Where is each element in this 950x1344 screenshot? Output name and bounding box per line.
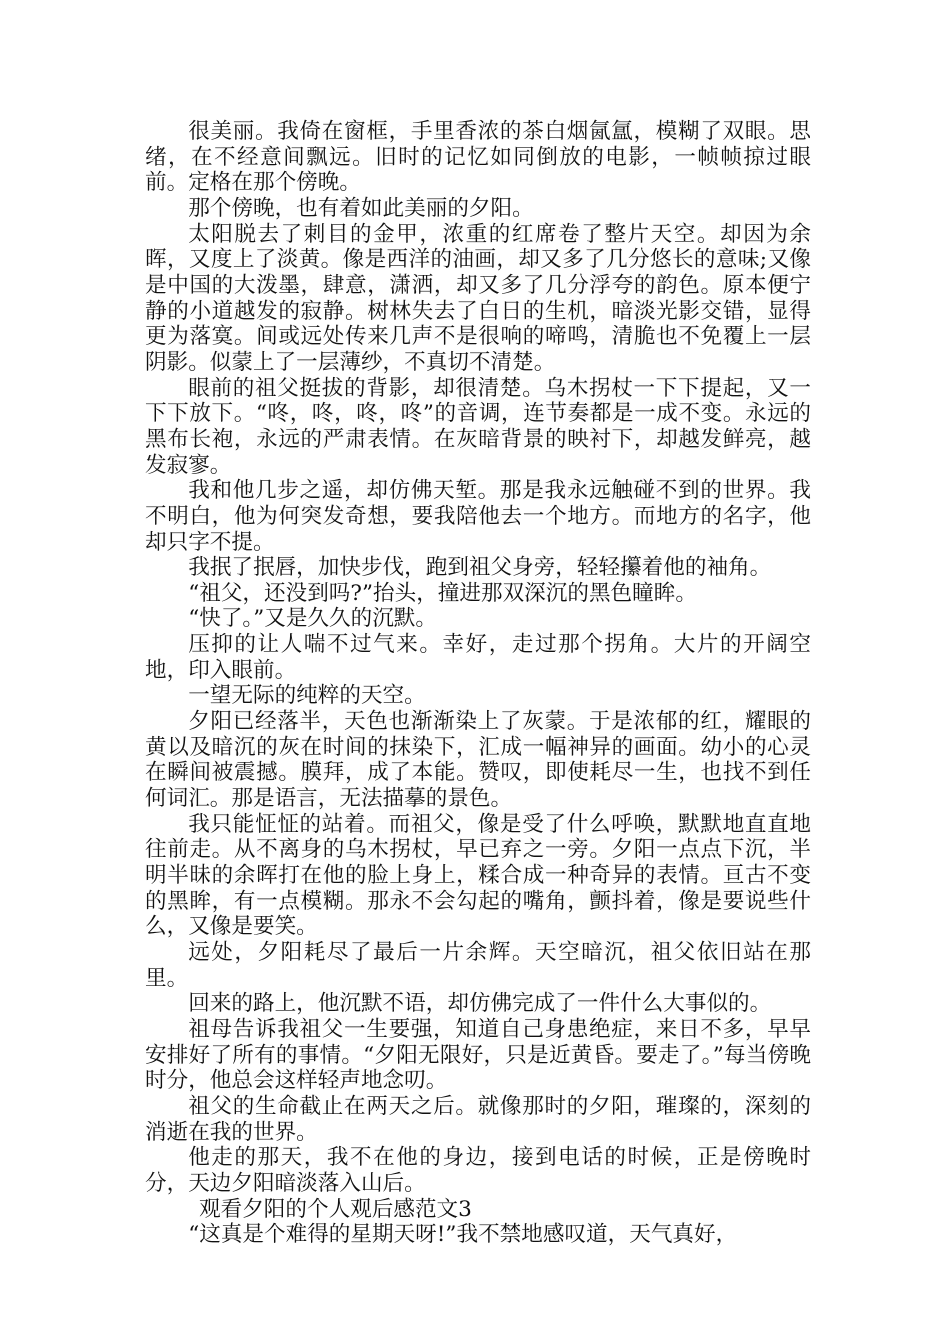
paragraph: 一望无际的纯粹的天空。 [188,683,426,709]
paragraph: 我抿了抿唇，加快步伐，跑到祖父身旁，轻轻攥着他的袖角。 [188,555,772,581]
paragraph: 压抑的让人喘不过气来。幸好，走过那个拐角。大片的开阔空地，印入眼前。 [145,632,811,683]
paragraph: 祖父的生命截止在两天之后。就像那时的夕阳，璀璨的，深刻的消逝在我的世界。 [145,1093,811,1145]
paragraph: 远处，夕阳耗尽了最后一片余辉。天空暗沉，祖父依旧站在那里。 [145,940,811,991]
paragraph: 我和他几步之遥，却仿佛天堑。那是我永远触碰不到的世界。我不明白，他为何突发奇想，要我陪他去一个地方。而地方的名字，他却只字不提。 [145,478,811,555]
paragraph: 我只能怔怔的站着。而祖父，像是受了什么呼唤，默默地直直地往前走。从不离身的乌木拐杖，早已弃之一旁。夕阳一点点下沉，半明半昧的余晖打在他的脸上身上，糅合成一种奇异的表情。亘古不变的黑眸，有一点模糊。那永不会勾起的嘴角，颤抖着，像是要说些什么，又像是要笑。 [145,811,811,940]
paragraph: 眼前的祖父挺拔的背影，却很清楚。乌木拐杖一下下提起，又一下下放下。“咚，咚，咚，咚”的音调，连节奏都是一成不变。永远的黑布长袍，永远的严肃表情。在灰暗背景的映衬下，却越发鲜亮，越发寂寥。 [145,375,811,478]
paragraph: 很美丽。我倚在窗框，手里香浓的茶白烟氤氲，模糊了双眼。思绪，在不经意间飘远。旧时的记忆如同倒放的电影，一帧帧掠过眼前。定格在那个傍晚。 [145,119,811,196]
paragraph: 回来的路上，他沉默不语，却仿佛完成了一件什么大事似的。 [188,991,772,1017]
document-body [145,119,811,1248]
paragraph: 太阳脱去了刺目的金甲，浓重的红席卷了整片天空。却因为余晖，又度上了淡黄。像是西洋的油画，却又多了几分悠长的意味;又像是中国的大泼墨，肆意，潇洒，却又多了几分浮夸的韵色。原本便宁静的小道越发的寂静。树林失去了白日的生机，暗淡光影交错，显得更为落寞。间或远处传来几声不是很响的啼鸣，清脆也不免覆上一层阴影。似蒙上了一层薄纱，不真切不清楚。 [145,221,811,375]
paragraph: 那个傍晚，也有着如此美丽的夕阳。 [188,195,534,221]
paragraph: 祖母告诉我祖父一生要强，知道自己身患绝症，来日不多，早早安排好了所有的事情。“夕阳无限好，只是近黄昏。要走了。”每当傍晚时分，他总会这样轻声地念叨。 [145,1016,811,1094]
paragraph: 夕阳已经落半，天色也渐渐染上了灰蒙。于是浓郁的红，耀眼的黄以及暗沉的灰在时间的抹染下，汇成一幅神异的画面。幼小的心灵在瞬间被震撼。膜拜，成了本能。赞叹，即使耗尽一生，也找不到任何词汇。那是语言，无法描摹的景色。 [145,709,811,812]
paragraph: 他走的那天，我不在他的身边，接到电话的时候，正是傍晚时分，天边夕阳暗淡落入山后。 [145,1145,811,1196]
section-heading: 观看夕阳的个人观后感范文3 [199,1196,472,1222]
paragraph: “祖父，还没到吗?”抬头，撞进那双深沉的黑色瞳眸。 [188,580,697,606]
paragraph: “这真是个难得的星期天呀!”我不禁地感叹道，天气真好， [188,1222,738,1248]
paragraph: “快了。”又是久久的沉默。 [188,606,437,632]
